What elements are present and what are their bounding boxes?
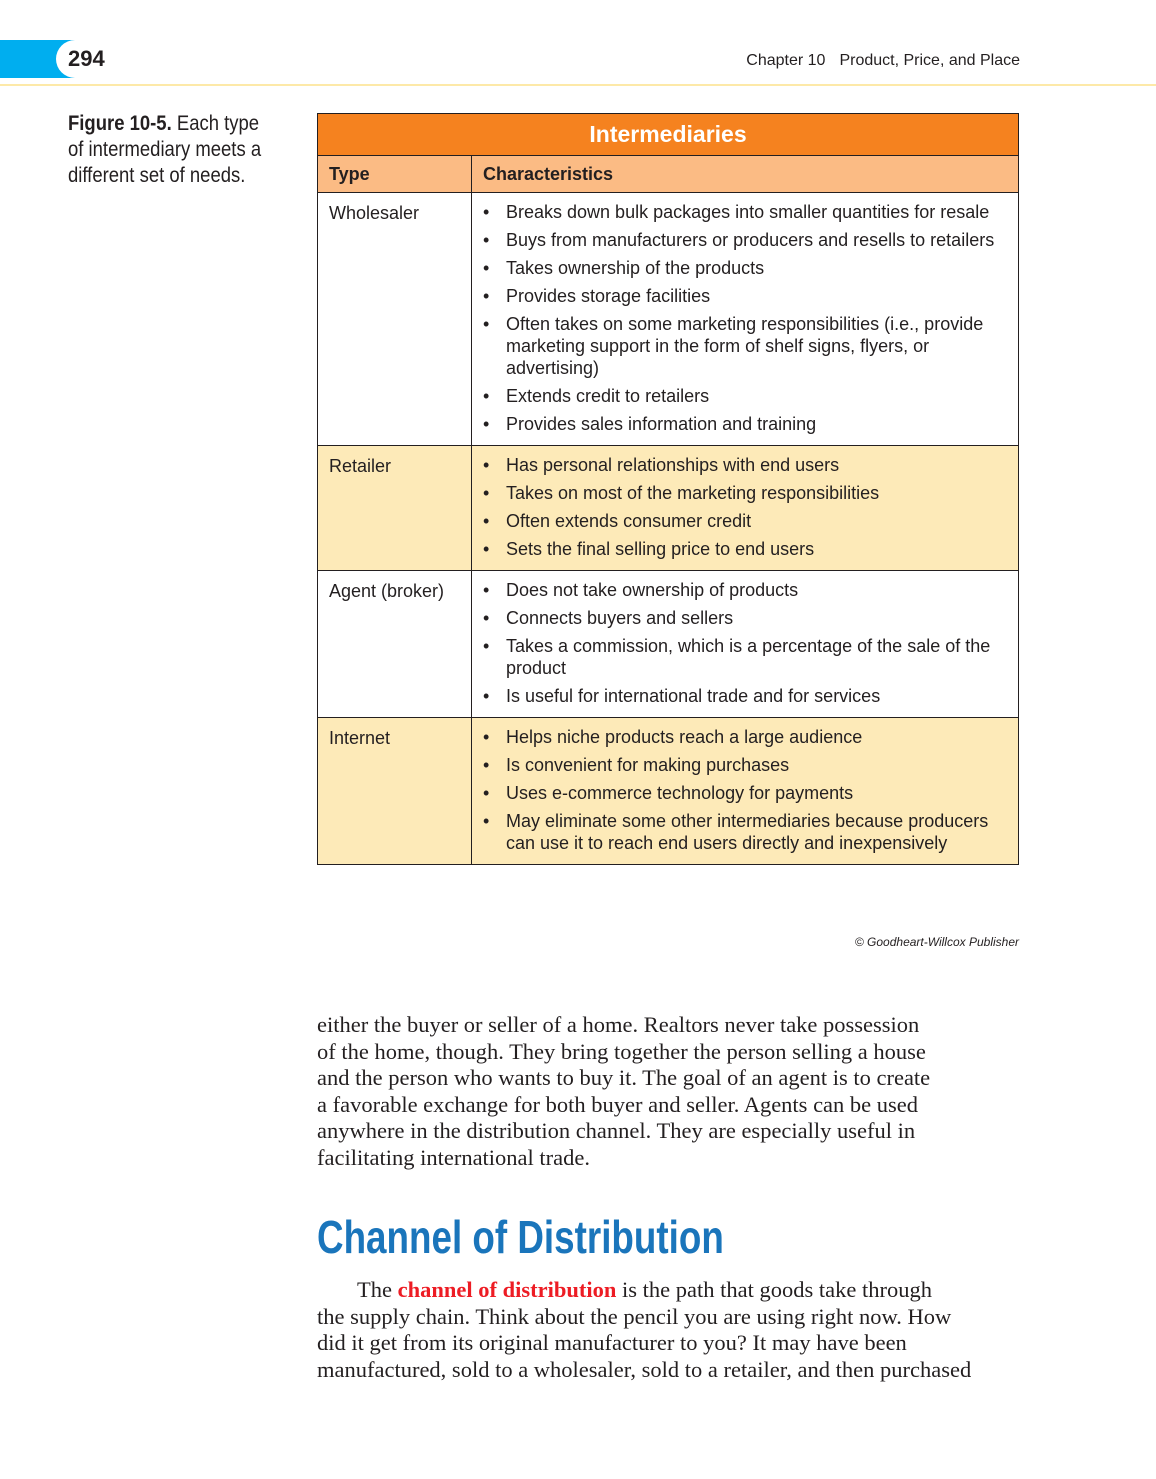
column-header-characteristics: Characteristics [472, 156, 1019, 193]
characteristics-cell [472, 571, 1019, 718]
characteristics-list [483, 726, 1007, 854]
table-row [318, 571, 1019, 718]
table-row [318, 718, 1019, 865]
paragraph-line: manufactured, sold to a wholesaler, sold to a retailer, and then purchased [317, 1356, 972, 1382]
section-heading: Channel of Distribution [317, 1211, 724, 1263]
figure-caption-text: Each type of intermediary meets a different set of needs. [68, 112, 262, 187]
list-item: • Takes on most of the marketing responsibilities [483, 482, 1007, 504]
list-item: • Uses e-commerce technology for payments [483, 782, 1007, 804]
intermediaries-table [317, 113, 1019, 865]
list-item: • Takes a commission, which is a percentage of the sale of the product [483, 635, 1007, 679]
list-item: • Is useful for international trade and for services [483, 685, 1007, 707]
section-paragraph [317, 1277, 972, 1382]
page-number: 294 [68, 46, 105, 71]
paragraph-line: did it get from its original manufacturer to you? It may have been [317, 1330, 907, 1355]
list-item: • Often extends consumer credit [483, 510, 1007, 532]
paragraph-line: either the buyer or seller of a home. Realtors never take possession [317, 1012, 920, 1037]
characteristics-list [483, 579, 1007, 707]
key-term: channel of distribution [397, 1277, 617, 1302]
list-item: • Takes ownership of the products [483, 257, 1007, 279]
list-item: • Does not take ownership of products [483, 579, 1007, 601]
type-cell: Agent (broker) [318, 571, 472, 718]
table-row [318, 446, 1019, 571]
column-header-type: Type [318, 156, 472, 193]
paragraph-line [317, 1277, 971, 1304]
characteristics-list [483, 201, 1007, 435]
figure-label: Figure 10-5. [68, 112, 172, 135]
paragraph-line: the supply chain. Think about the pencil you are using right now. How [317, 1303, 952, 1329]
text: is the path that goods take through [616, 1277, 932, 1302]
paragraph-line: and the person who wants to buy it. The goal of an agent is to create [317, 1065, 931, 1090]
paragraph-line: facilitating international trade. [317, 1144, 591, 1170]
type-cell: Wholesaler [318, 193, 472, 446]
list-item: • Buys from manufacturers or producers and resells to retailers [483, 229, 1007, 251]
body-paragraph [317, 1012, 930, 1171]
list-item: • Provides sales information and training [483, 413, 1007, 435]
paragraph-line: anywhere in the distribution channel. They are especially useful in [317, 1118, 916, 1143]
table-title: Intermediaries [318, 114, 1019, 156]
characteristics-cell [472, 446, 1019, 571]
list-item: • Extends credit to retailers [483, 385, 1007, 407]
figure-caption [68, 111, 279, 189]
list-item: • Helps niche products reach a large audience [483, 726, 1007, 748]
list-item: • Is convenient for making purchases [483, 754, 1007, 776]
list-item: • Sets the final selling price to end users [483, 538, 1007, 560]
list-item: • May eliminate some other intermediaries because producers can use it to reach end users directly and inexpensively [483, 810, 1007, 854]
characteristics-list [483, 454, 1007, 560]
list-item: • Breaks down bulk packages into smaller quantities for resale [483, 201, 1007, 223]
list-item: • Connects buyers and sellers [483, 607, 1007, 629]
running-header [746, 52, 1020, 70]
paragraph-line: a favorable exchange for both buyer and seller. Agents can be used [317, 1091, 919, 1117]
text: The [357, 1277, 398, 1302]
list-item: • Has personal relationships with end users [483, 454, 1007, 476]
credit-line: © Goodheart-Willcox Publisher [854, 935, 1019, 949]
type-cell: Internet [318, 718, 472, 865]
characteristics-cell [472, 193, 1019, 446]
paragraph-line: of the home, though. They bring together the person selling a house [317, 1038, 926, 1064]
table-row [318, 193, 1019, 446]
list-item: • Often takes on some marketing responsibilities (i.e., provide marketing support in the form of shelf signs, flyers, or advertising) [483, 313, 1007, 379]
header-rule [0, 84, 1156, 86]
chapter-title: Product, Price, and Place [839, 52, 1020, 69]
characteristics-cell [472, 718, 1019, 865]
chapter-number: Chapter 10 [746, 52, 826, 69]
list-item: • Provides storage facilities [483, 285, 1007, 307]
type-cell: Retailer [318, 446, 472, 571]
